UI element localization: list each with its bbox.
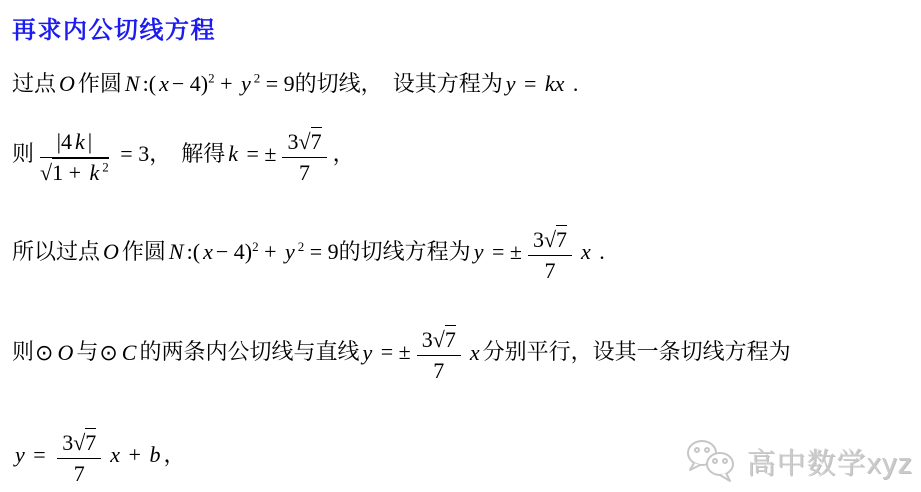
sqrt-radical (298, 127, 321, 154)
math-superscript: 2 (102, 159, 109, 175)
math-text: = 9 (304, 239, 339, 265)
wechat-icon (684, 438, 738, 484)
math-var-b: b (149, 441, 161, 467)
watermark-text: 高中数学xyz (746, 447, 913, 480)
denominator: 7 (544, 258, 556, 284)
para-solve-k (12, 128, 912, 184)
math-text: 3 (287, 129, 299, 154)
text-run: 作圆 (77, 71, 122, 96)
text-run: 的切线， (294, 71, 383, 96)
fraction-3sqrt7-over-7 (417, 326, 461, 382)
math-var-x: x (581, 239, 591, 265)
math-text: = (518, 71, 542, 96)
abs-bar: |4 (56, 129, 73, 154)
math-var-k: k (228, 141, 238, 167)
fraction-3sqrt7-over-7 (528, 226, 572, 282)
math-text: 1 + (52, 160, 87, 186)
text-run: 解得 (181, 141, 226, 167)
radicand: 7 (444, 327, 456, 353)
math-text: :( (142, 71, 157, 96)
math-text: = ± (486, 239, 522, 265)
math-text: = ± (241, 141, 277, 167)
fraction-3sqrt7-over-7 (282, 128, 326, 184)
radicand: 7 (310, 129, 322, 154)
para-tangent-setup (12, 67, 912, 98)
text-run: ， (149, 141, 172, 167)
text-run: ， (332, 141, 355, 167)
math-text: + (214, 71, 238, 96)
math-var-y: y (240, 71, 251, 96)
watermark (684, 438, 913, 484)
text-run: 作圆 (121, 239, 166, 265)
numerator (57, 429, 101, 459)
text-run: 的切线方程为 (338, 239, 471, 265)
math-text: = 9 (260, 71, 295, 96)
math-var-y: y (15, 441, 25, 467)
fraction-3sqrt7-over-7 (57, 429, 101, 485)
math-var-x: x (469, 339, 480, 365)
math-text: :( (186, 239, 201, 265)
radicand (52, 158, 109, 185)
math-var-N: N (168, 239, 184, 265)
section-heading: 再求内公切线方程 (12, 17, 216, 44)
numerator (417, 326, 461, 356)
math-var-C: C (121, 339, 137, 365)
math-var-O: O (59, 71, 75, 96)
math-var-x: x (203, 239, 213, 265)
math-superscript: 2 (252, 239, 259, 254)
numerator (528, 226, 572, 256)
text-run: ， (163, 441, 186, 467)
math-text: + (258, 239, 282, 265)
abs-bar: | (87, 129, 93, 154)
numerator (282, 128, 326, 158)
text-run: 则 (12, 339, 35, 365)
math-var-O: O (57, 339, 74, 365)
math-text: = (27, 441, 52, 467)
circle-dot-symbol: ⊙ (99, 340, 118, 366)
text-run: 与 (76, 339, 99, 365)
denominator: 7 (73, 460, 85, 486)
para-parallel-tangent (12, 326, 912, 382)
radical-sign: √ (432, 327, 445, 353)
math-text: . (593, 239, 605, 265)
math-var-k: k (89, 160, 100, 186)
radicand: 7 (85, 429, 97, 455)
math-var-O: O (103, 239, 119, 265)
text-run: 则 (12, 141, 35, 167)
math-var-y: y (362, 339, 373, 365)
sqrt-radical (73, 428, 96, 455)
math-text: = ± (375, 339, 411, 365)
math-var-y: y (284, 239, 295, 265)
document-body (12, 10, 912, 485)
numerator (40, 128, 109, 158)
math-superscript: 2 (297, 239, 305, 254)
math-text: + (123, 441, 147, 467)
math-var-kx: kx (544, 71, 565, 96)
math-text: 3 (421, 327, 433, 353)
fraction-abs-4k (40, 128, 109, 184)
para-tangent-equation (12, 226, 912, 282)
radical-sign: √ (298, 129, 311, 154)
text-run: 的两条内公切线与直线 (139, 339, 360, 365)
sqrt-radical (40, 158, 109, 185)
math-superscript: 2 (208, 70, 215, 86)
radical-sign: √ (40, 160, 53, 186)
math-var-y: y (473, 239, 484, 265)
denominator: 7 (433, 358, 445, 384)
math-text: − 4) (215, 239, 253, 265)
text-run: 分别平行，设其一条切线方程为 (482, 339, 791, 365)
math-var-N: N (124, 71, 140, 96)
text-run: 过点 (12, 71, 57, 96)
math-text: = 3 (114, 141, 150, 167)
circle-dot-symbol: ⊙ (35, 340, 54, 366)
denominator (40, 158, 109, 184)
math-text: 3 (62, 429, 74, 455)
math-text: . (567, 71, 579, 96)
radical-sign: √ (73, 429, 86, 455)
text-run: 设其方程为 (392, 71, 503, 96)
radicand: 7 (556, 227, 568, 253)
sqrt-radical (544, 225, 567, 252)
sqrt-radical (433, 325, 456, 352)
math-text: − 4) (171, 71, 209, 96)
text-run: 所以过点 (12, 239, 101, 265)
math-superscript: 2 (253, 70, 261, 86)
radical-sign: √ (543, 227, 557, 253)
math-text: 3 (532, 227, 544, 253)
math-var-x: x (110, 441, 121, 467)
denominator: 7 (299, 160, 311, 186)
math-var-k: k (75, 129, 85, 154)
math-var-x: x (159, 71, 169, 96)
math-var-y: y (505, 71, 516, 96)
